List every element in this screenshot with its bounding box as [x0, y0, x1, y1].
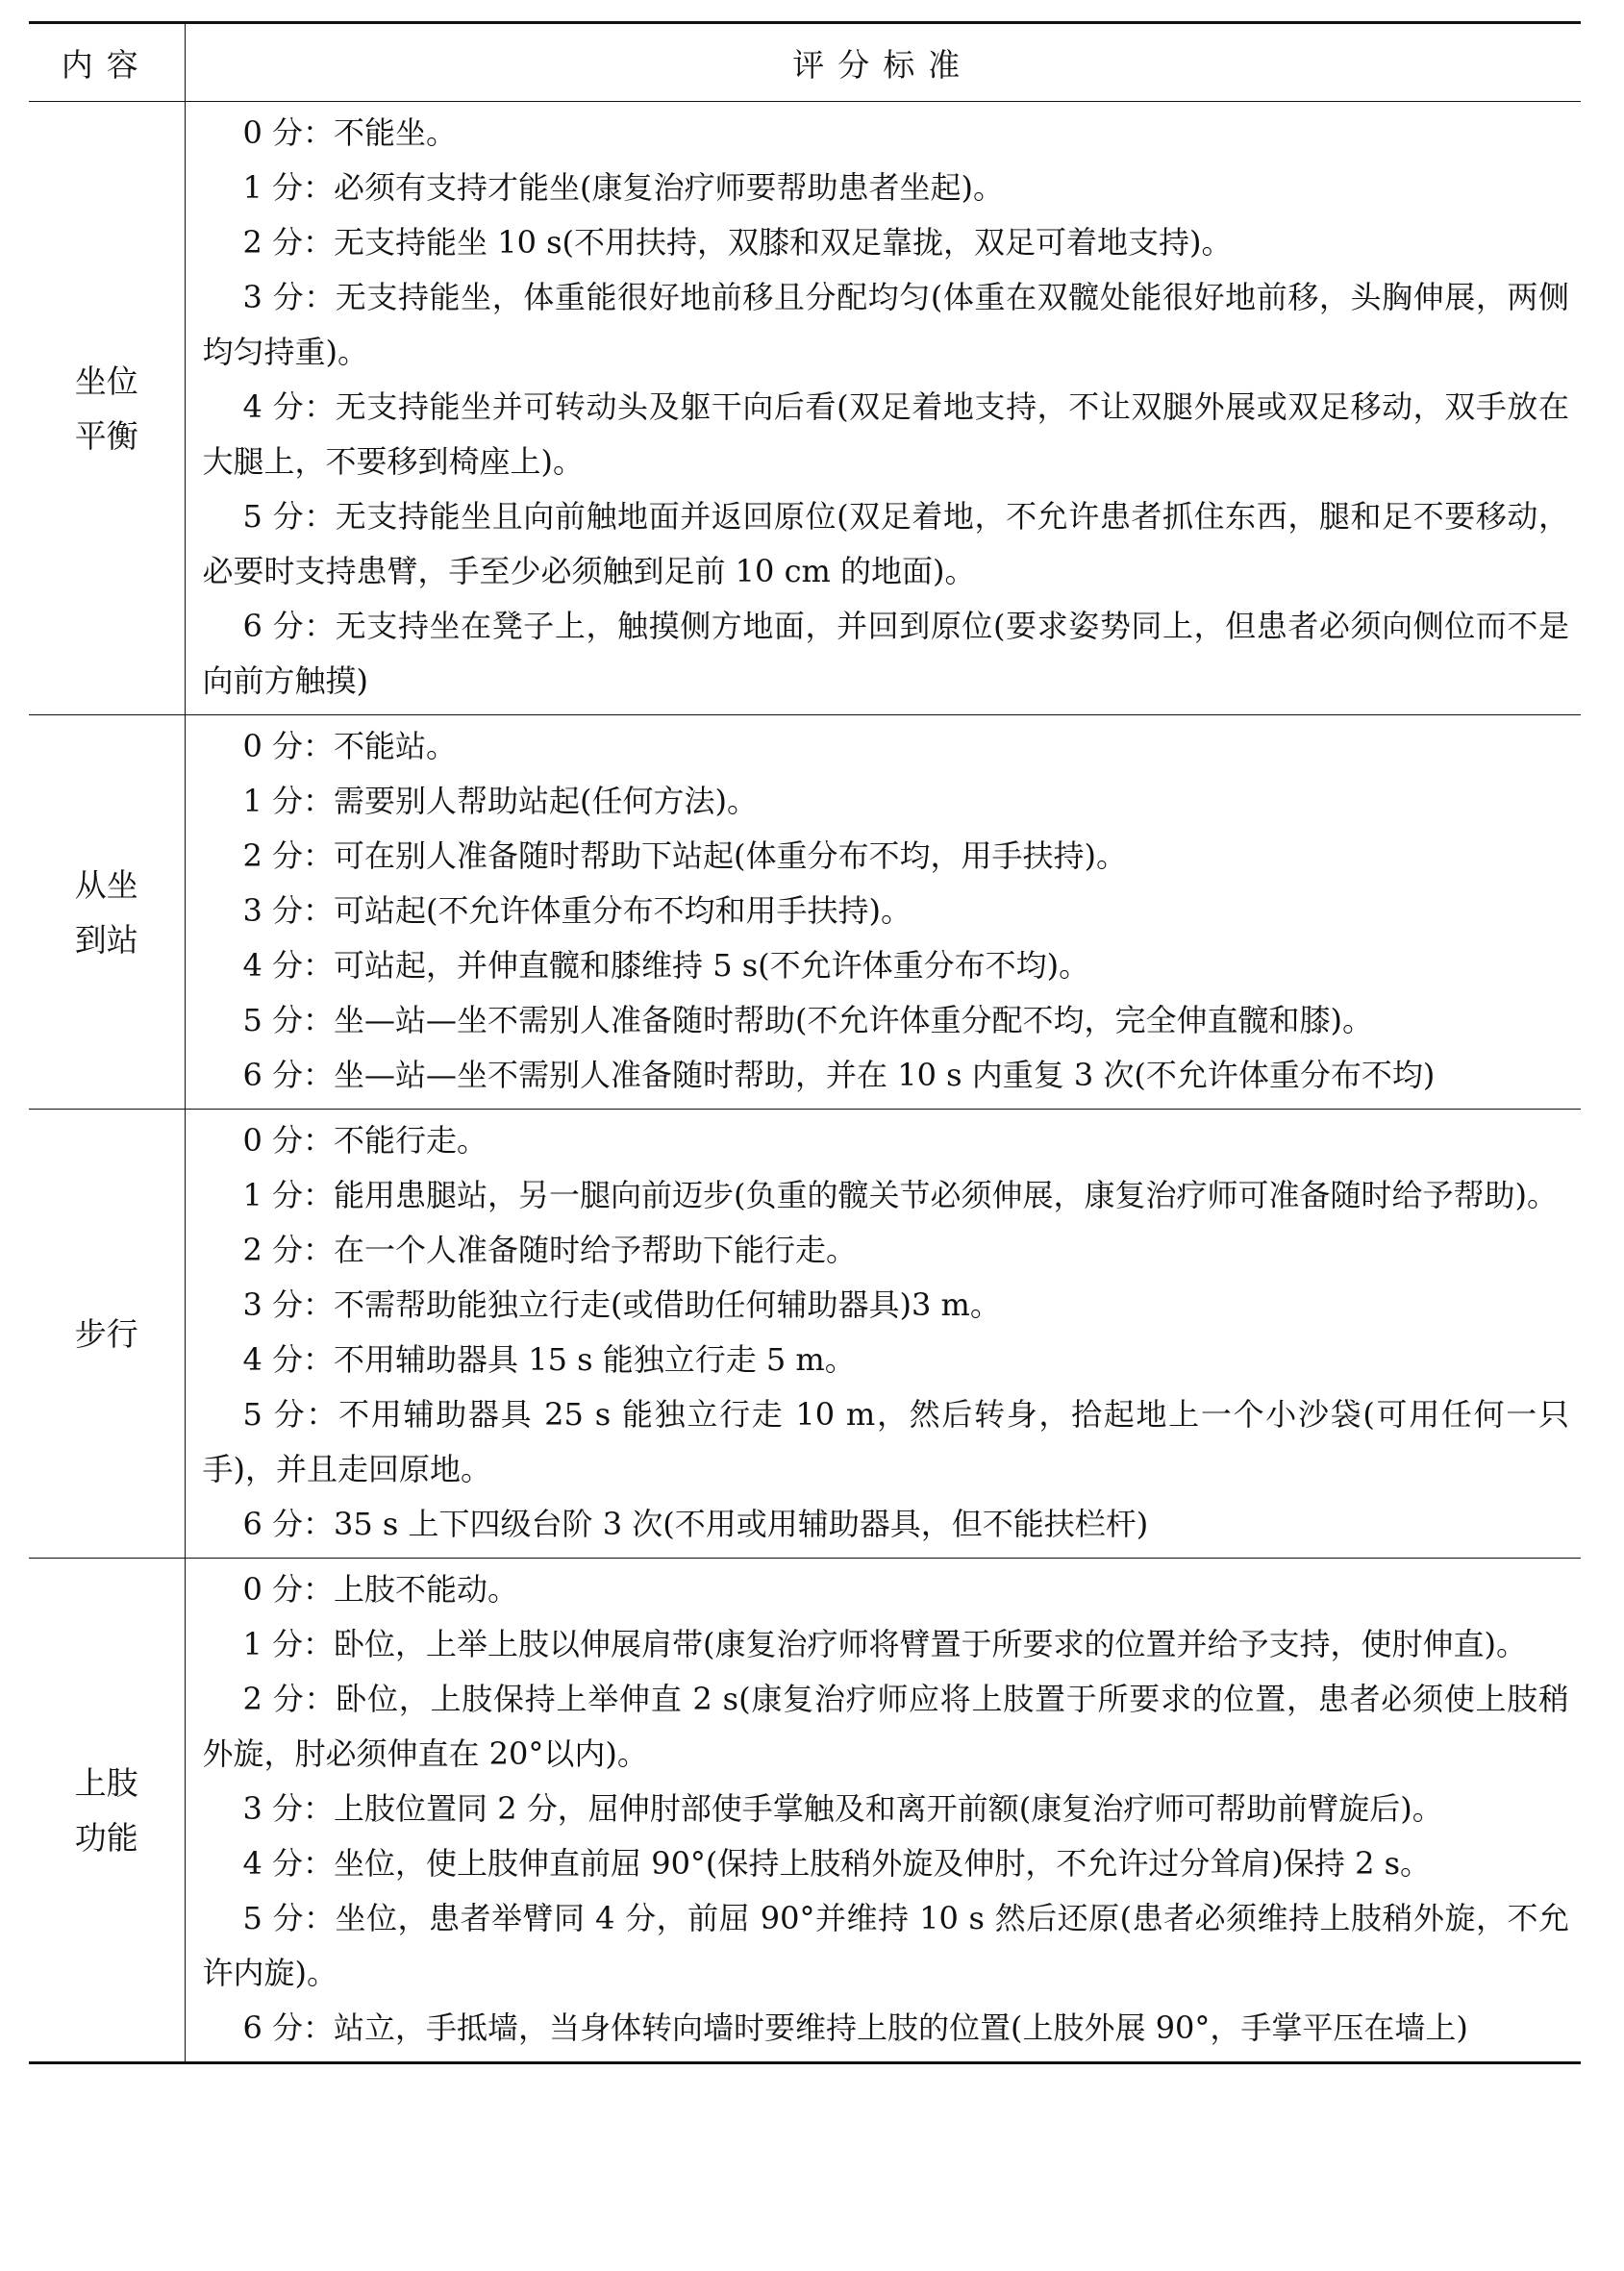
table-header-row: [29, 23, 1581, 102]
criterion-item: 2 分：无支持能坐 10 s(不用扶持，双膝和双足靠拢，双足可着地支持)。: [242, 224, 1233, 261]
criterion-item: 2 分：在一个人准备随时给予帮助下能行走。: [242, 1232, 858, 1268]
criterion-item: 4 分：不用辅助器具 15 s 能独立行走 5 m。: [242, 1341, 856, 1378]
criterion-item: 2 分：可在别人准备随时帮助下站起(体重分布不均，用手扶持)。: [242, 837, 1128, 874]
criterion-item: 1 分：卧位，上举上肢以伸展肩带(康复治疗师将臂置于所要求的位置并给予支持，使肘伸直)。: [242, 1626, 1528, 1662]
category-cell: [29, 1559, 185, 2063]
table-row: [29, 715, 1581, 1110]
criteria-cell: [185, 102, 1581, 715]
criterion-item: 0 分：上肢不能动。: [242, 1571, 519, 1608]
criterion-item: 4 分：可站起，并伸直髋和膝维持 5 s(不允许体重分布不均)。: [242, 947, 1090, 984]
criterion-item: 3 分：上肢位置同 2 分，屈伸肘部使手掌触及和离开前额(康复治疗师可帮助前臂旋后)。: [242, 1790, 1443, 1827]
criterion-item: 6 分：无支持坐在凳子上，触摸侧方地面，并回到原位(要求姿势同上，但患者必须向侧位而不是向前方触摸): [202, 608, 1569, 699]
header-criteria: 评分标准: [792, 45, 974, 84]
criterion-item: 4 分：无支持能坐并可转动头及躯干向后看(双足着地支持，不让双腿外展或双足移动，双手放在大腿上，不要移到椅座上)。: [202, 388, 1569, 480]
criterion-item: 6 分：站立，手抵墙，当身体转向墙时要维持上肢的位置(上肢外展 90°，手掌平压在墙上): [242, 2009, 1468, 2046]
table-row: [29, 102, 1581, 715]
scoring-table: [29, 21, 1581, 2064]
criteria-cell: [185, 1559, 1581, 2063]
category-cell: [29, 1110, 185, 1559]
table-body: [29, 102, 1581, 2063]
table-row: [29, 1110, 1581, 1559]
category-cell: [29, 102, 185, 715]
criterion-item: 3 分：无支持能坐，体重能很好地前移且分配均匀(体重在双髋处能很好地前移，头胸伸展，两侧均匀持重)。: [202, 279, 1569, 370]
criterion-item: 4 分：坐位，使上肢伸直前屈 90°(保持上肢稍外旋及伸肘，不允许过分耸肩)保持 2 s。: [242, 1845, 1432, 1882]
criterion-item: 1 分：必须有支持才能坐(康复治疗师要帮助患者坐起)。: [242, 169, 1005, 206]
criterion-item: 6 分：35 s 上下四级台阶 3 次(不用或用辅助器具，但不能扶栏杆): [242, 1506, 1149, 1542]
category-label: 步行: [74, 1314, 138, 1353]
criterion-item: 6 分：坐—站—坐不需别人准备随时帮助，并在 10 s 内重复 3 次(不允许体重分布不均): [242, 1057, 1436, 1093]
category-cell: [29, 715, 185, 1110]
header-content: 内容: [29, 23, 185, 102]
criterion-item: 2 分：卧位，上肢保持上举伸直 2 s(康复治疗师应将上肢置于所要求的位置，患者必须使上肢稍外旋，肘必须伸直在 20°以内)。: [202, 1681, 1569, 1772]
criterion-item: 0 分：不能坐。: [242, 114, 458, 151]
criterion-item: 1 分：能用患腿站，另一腿向前迈步(负重的髋关节必须伸展，康复治疗师可准备随时给予帮助)。: [242, 1177, 1559, 1213]
table-row: [29, 1559, 1581, 2063]
category-label: 上肢 功能: [74, 1763, 138, 1857]
criterion-item: 5 分：坐—站—坐不需别人准备随时帮助(不允许体重分配不均，完全伸直髋和膝)。: [242, 1002, 1374, 1038]
criterion-item: 5 分：无支持能坐且向前触地面并返回原位(双足着地，不允许患者抓住东西，腿和足不要移动，必要时支持患臂，手至少必须触到足前 10 cm 的地面)。: [202, 498, 1569, 589]
criterion-item: 3 分：不需帮助能独立行走(或借助任何辅助器具)3 m。: [242, 1286, 1001, 1323]
criterion-item: 1 分：需要别人帮助站起(任何方法)。: [242, 783, 759, 819]
criterion-item: 0 分：不能行走。: [242, 1122, 488, 1159]
category-label: 坐位 平衡: [74, 362, 138, 455]
criterion-item: 0 分：不能站。: [242, 728, 458, 764]
criteria-cell: [185, 1110, 1581, 1559]
criterion-item: 5 分：不用辅助器具 25 s 能独立行走 10 m，然后转身，拾起地上一个小沙袋(可用任何一只手)，并且走回原地。: [202, 1396, 1569, 1487]
criterion-item: 3 分：可站起(不允许体重分布不均和用手扶持)。: [242, 892, 912, 929]
criterion-item: 5 分：坐位，患者举臂同 4 分，前屈 90°并维持 10 s 然后还原(患者必须维持上肢稍外旋，不允许内旋)。: [202, 1900, 1569, 1991]
category-label: 从坐 到站: [74, 865, 138, 959]
criteria-cell: [185, 715, 1581, 1110]
